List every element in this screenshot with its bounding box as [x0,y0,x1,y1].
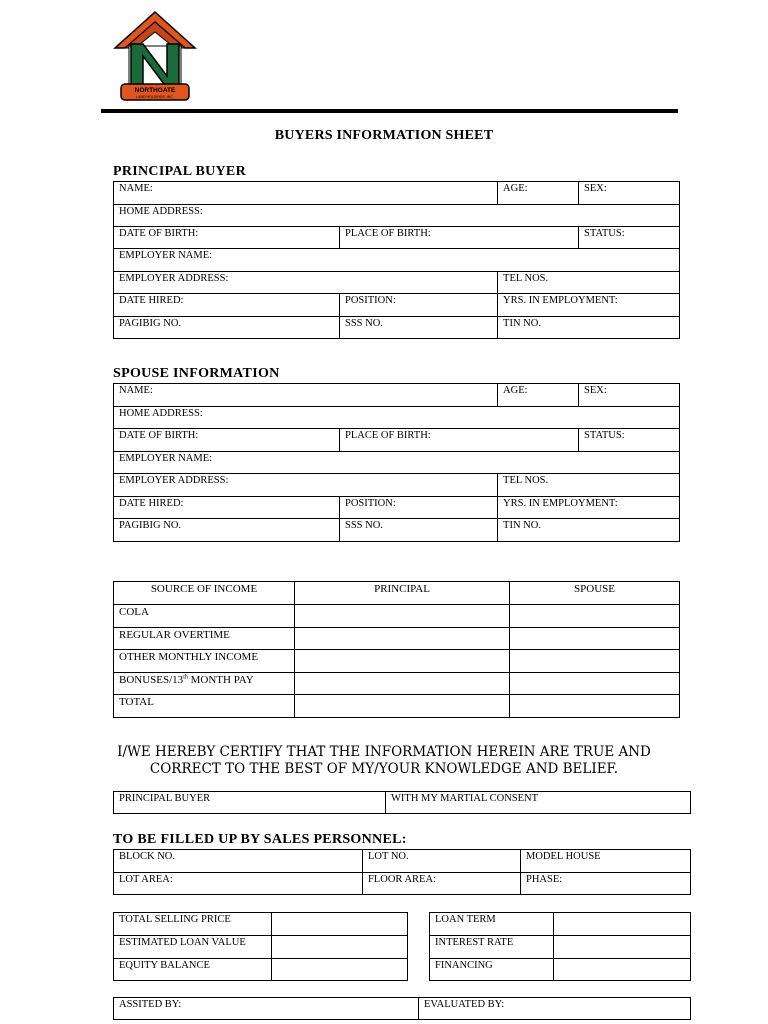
income-row-label [114,673,295,695]
spouse-position-field[interactable]: POSITION: [340,497,498,519]
total-selling-price-label: TOTAL SELLING PRICE [114,913,272,936]
principal-position-field[interactable]: POSITION: [340,294,498,317]
certification-line1: I/WE HEREBY CERTIFY THAT THE INFORMATION HEREIN ARE TRUE AND [117,744,651,760]
block-no-field[interactable]: BLOCK NO. [114,850,363,873]
signature-table [113,791,691,814]
spouse-age-field[interactable]: AGE: [498,384,579,407]
spouse-tin-field[interactable]: TIN NO. [498,519,680,542]
financing-field[interactable] [554,959,691,981]
lot-no-field[interactable]: LOT NO. [363,850,521,873]
estimated-loan-value-field[interactable] [272,936,408,959]
evaluated-by-field[interactable]: EVALUATED BY: [419,998,691,1020]
income-spouse-cell[interactable] [510,628,680,650]
logo-text-line1: NORTHGATE [134,87,176,94]
income-principal-cell[interactable] [295,695,510,718]
page-title: BUYERS INFORMATION SHEET [274,128,494,143]
sales-heading: TO BE FILLED UP BY SALES PERSONNEL: [113,832,407,847]
estimated-loan-value-label: ESTIMATED LOAN VALUE [114,936,272,959]
footer-table [113,997,691,1020]
loan-table [429,912,691,981]
spouse-name-field[interactable]: NAME: [114,384,498,407]
principal-employer-address-field[interactable]: EMPLOYER ADDRESS: [114,272,498,294]
financing-label: FINANCING [430,959,554,981]
income-spouse-cell[interactable] [510,650,680,673]
income-row-label: COLA [114,605,295,628]
income-principal-cell[interactable] [295,673,510,695]
principal-age-field[interactable]: AGE: [498,182,579,205]
income-table [113,581,680,718]
income-header-principal: PRINCIPAL [295,582,510,605]
phase-field[interactable]: PHASE: [521,873,691,895]
floor-area-field[interactable]: FLOOR AREA: [363,873,521,895]
sales-table [113,849,691,895]
spouse-date-hired-field[interactable]: DATE HIRED: [114,497,340,519]
principal-status-field[interactable]: STATUS: [579,227,680,249]
spouse-dob-field[interactable]: DATE OF BIRTH: [114,429,340,452]
income-row-label: OTHER MONTHLY INCOME [114,650,295,673]
income-header-spouse: SPOUSE [510,582,680,605]
certification-line2: CORRECT TO THE BEST OF MY/YOUR KNOWLEDGE AND BELIEF. [149,761,619,777]
spouse-pob-field[interactable]: PLACE OF BIRTH: [340,429,579,452]
principal-tin-field[interactable]: TIN NO. [498,317,680,339]
pricing-table [113,912,408,981]
equity-balance-label: EQUITY BALANCE [114,959,272,981]
company-logo [113,10,197,104]
interest-rate-label: INTEREST RATE [430,936,554,959]
loan-term-field[interactable] [554,913,691,936]
principal-dob-field[interactable]: DATE OF BIRTH: [114,227,340,249]
income-principal-cell[interactable] [295,605,510,628]
spouse-employer-name-field[interactable]: EMPLOYER NAME: [114,452,680,474]
model-house-field[interactable]: MODEL HOUSE [521,850,691,873]
certification-text [0,744,768,778]
bonus-label-sup: th [183,674,188,681]
spouse-sex-field[interactable]: SEX: [579,384,680,407]
principal-yrs-employment-field[interactable]: YRS. IN EMPLOYMENT: [498,294,680,317]
bonus-label-suffix: MONTH PAY [187,674,254,686]
principal-tel-field[interactable]: TEL NOS. [498,272,680,294]
principal-sex-field[interactable]: SEX: [579,182,680,205]
spouse-heading: SPOUSE INFORMATION [113,366,280,381]
lot-area-field[interactable]: LOT AREA: [114,873,363,895]
principal-name-field[interactable]: NAME: [114,182,498,205]
income-spouse-cell[interactable] [510,695,680,718]
spouse-status-field[interactable]: STATUS: [579,429,680,452]
principal-sss-field[interactable]: SSS NO. [340,317,498,339]
principal-employer-name-field[interactable]: EMPLOYER NAME: [114,249,680,272]
loan-term-label: LOAN TERM [430,913,554,936]
principal-date-hired-field[interactable]: DATE HIRED: [114,294,340,317]
principal-table [113,181,680,339]
assisted-by-field[interactable]: ASSITED BY: [114,998,419,1020]
spouse-table [113,383,680,542]
income-spouse-cell[interactable] [510,605,680,628]
principal-signature-field[interactable]: PRINCIPAL BUYER [114,792,386,814]
spouse-sss-field[interactable]: SSS NO. [340,519,498,542]
principal-pob-field[interactable]: PLACE OF BIRTH: [340,227,579,249]
principal-heading: PRINCIPAL BUYER [113,164,246,179]
interest-rate-field[interactable] [554,936,691,959]
spouse-pagibig-field[interactable]: PAGIBIG NO. [114,519,340,542]
header-rule [101,109,678,113]
total-selling-price-field[interactable] [272,913,408,936]
income-header-source: SOURCE OF INCOME [114,582,295,605]
spouse-yrs-employment-field[interactable]: YRS. IN EMPLOYMENT: [498,497,680,519]
income-row-label: REGULAR OVERTIME [114,628,295,650]
income-spouse-cell[interactable] [510,673,680,695]
income-row-label: TOTAL [114,695,295,718]
spouse-tel-field[interactable]: TEL NOS. [498,474,680,497]
income-principal-cell[interactable] [295,650,510,673]
bonus-label-main: BONUSES/13 [119,674,184,686]
equity-balance-field[interactable] [272,959,408,981]
spouse-employer-address-field[interactable]: EMPLOYER ADDRESS: [114,474,498,497]
principal-home-address-field[interactable]: HOME ADDRESS: [114,205,680,227]
income-principal-cell[interactable] [295,628,510,650]
logo-text-line2: LAND HOLDINGS, INC. [136,95,174,99]
spouse-consent-signature-field[interactable]: WITH MY MARTIAL CONSENT [386,792,691,814]
spouse-home-address-field[interactable]: HOME ADDRESS: [114,407,680,429]
principal-pagibig-field[interactable]: PAGIBIG NO. [114,317,340,339]
